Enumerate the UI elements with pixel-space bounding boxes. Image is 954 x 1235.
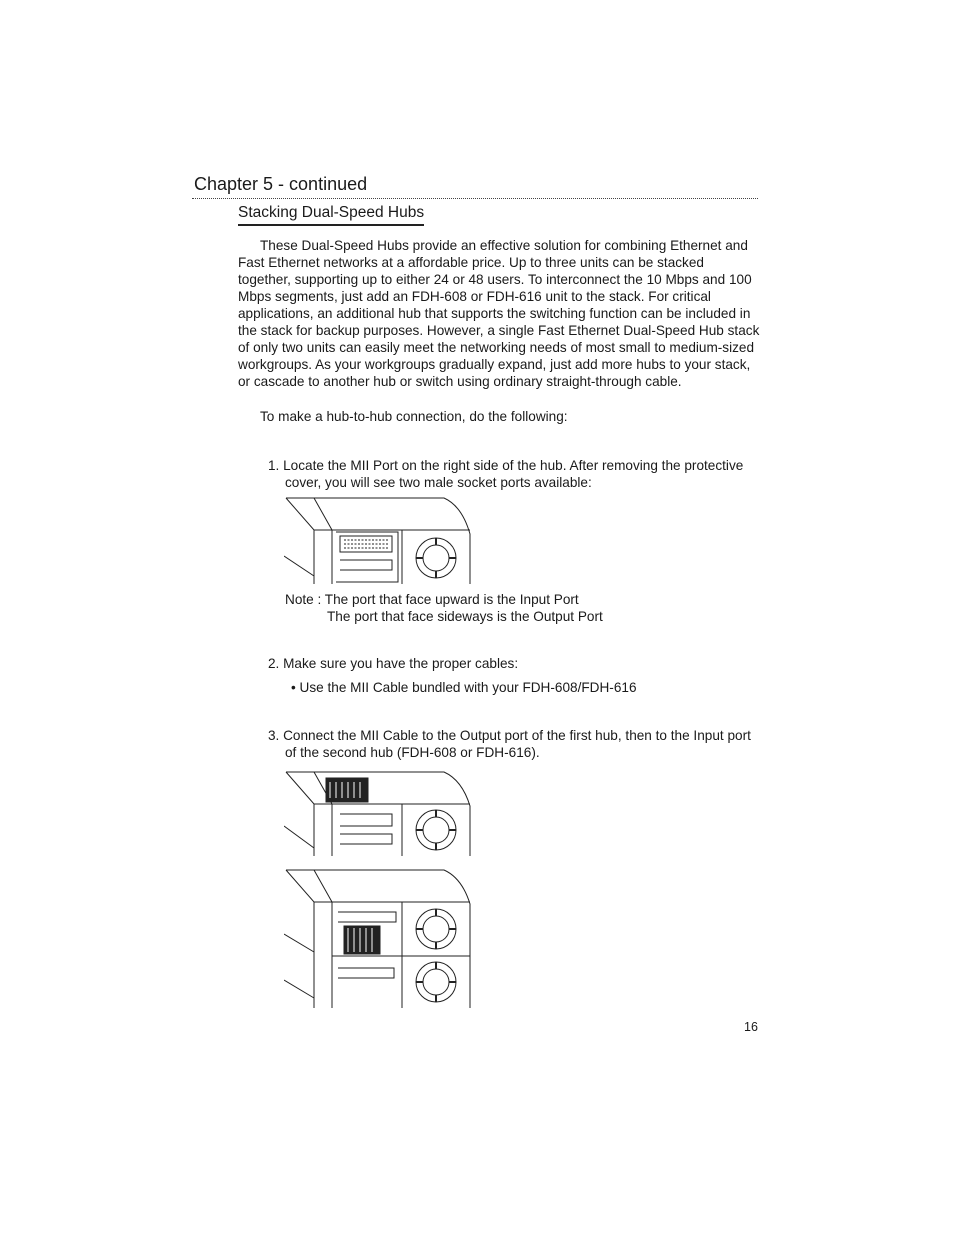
step-3-text: 3. Connect the MII Cable to the Output port of the first hub, then to the Input port of the second hub (FDH-608 or FDH-616). (268, 728, 751, 760)
port-note (285, 591, 603, 625)
chapter-heading: Chapter 5 - continued (194, 174, 368, 194)
intro-paragraph (238, 237, 760, 390)
step-2-text: 2. Make sure you have the proper cables: (268, 656, 519, 671)
page-number: 16 (744, 1020, 758, 1034)
stacked-hubs-figure (284, 868, 476, 1010)
cable-output-figure (284, 770, 476, 858)
cable-bullet: • Use the MII Cable bundled with your FDH-608/FDH-616 (291, 680, 637, 695)
mii-port-figure (284, 494, 476, 586)
step-2 (268, 655, 758, 672)
instruction-intro: To make a hub-to-hub connection, do the following: (260, 409, 568, 424)
dotted-divider (192, 198, 758, 199)
note-line-1: Note : The port that face upward is the Input Port (285, 592, 579, 607)
paragraph-text: These Dual-Speed Hubs provide an effective solution for combining Ethernet and Fast Ethernet networks at a affordable price. Up to three units can be stacked together, supporting up to either 24 or 48 users. To interconnect the 10 Mbps and 100 Mbps segments, just add an FDH-608 or FDH-616 unit to the stack. For critical applications, an additional hub that supports the switching function can be included in the stack for backup purposes. However, a single Fast Ethernet Dual-Speed Hub stack of only two units can easily meet the networking needs of most small to medium-sized workgroups. As your workgroups gradually expand, just add more hubs to your stack, or cascade to another hub or switch using ordinary straight-through cable. (238, 238, 760, 389)
step-3 (268, 727, 758, 761)
step-1-text: 1. Locate the MII Port on the right side of the hub. After removing the protective cover, you will see two male socket ports available: (268, 458, 744, 490)
section-heading: Stacking Dual-Speed Hubs (238, 204, 424, 226)
step-1 (268, 457, 758, 491)
note-line-2: The port that face sideways is the Output Port (327, 609, 603, 624)
